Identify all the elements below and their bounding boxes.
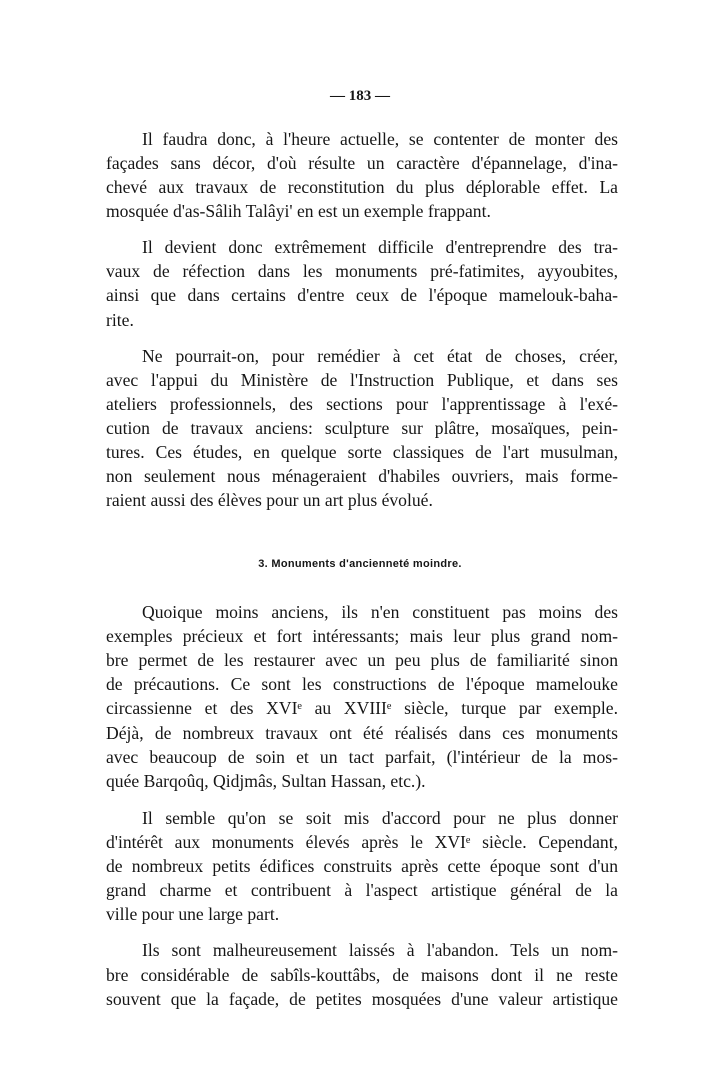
paragraph-2-line: ainsi que dans certains d'entre ceux de l'époque mamelouk-baha-	[106, 285, 618, 305]
paragraph-4-line: circassienne et des XVIᵉ au XVIIIᵉ siècle, turque par exemple.	[106, 698, 618, 718]
paragraph-5-line: de nombreux petits édifices construits après cette époque sont d'un	[106, 856, 618, 876]
paragraph-1-line: Il faudra donc, à l'heure actuelle, se contenter de monter des	[142, 129, 618, 149]
paragraph-1-line: mosquée d'as-Sâlih Talâyi' en est un exemple frappant.	[106, 201, 491, 221]
paragraph-2-line: Il devient donc extrêmement difficile d'entreprendre des tra-	[142, 237, 618, 257]
paragraph-5-line: ville pour une large part.	[106, 904, 280, 924]
paragraph-4-line: avec beaucoup de soin et un tact parfait, (l'intérieur de la mos-	[106, 747, 618, 767]
paragraph-5-line: Il semble qu'on se soit mis d'accord pour ne plus donner	[142, 808, 618, 828]
paragraph-3-line: tures. Ces études, en quelque sorte classiques de l'art musulman,	[106, 442, 618, 462]
paragraph-3-line: cution de travaux anciens: sculpture sur plâtre, mosaïques, pein-	[106, 418, 618, 438]
paragraph-3-line: Ne pourrait-on, pour remédier à cet état de choses, créer,	[142, 346, 618, 366]
page-number: — 183 —	[330, 88, 390, 104]
paragraph-3-line: raient aussi des élèves pour un art plus évolué.	[106, 490, 433, 510]
paragraph-4-line: Quoique moins anciens, ils n'en constituent pas moins des	[142, 602, 618, 622]
paragraph-3-line: ateliers professionnels, des sections pour l'apprentissage à l'exé-	[106, 394, 618, 414]
paragraph-4-line: quée Barqoûq, Qidjmâs, Sultan Hassan, etc.).	[106, 771, 426, 791]
paragraph-3-line: avec l'appui du Ministère de l'Instruction Publique, et dans ses	[106, 370, 618, 390]
paragraph-6-line: bre considérable de sabîls-kouttâbs, de maisons dont il ne reste	[106, 965, 618, 985]
paragraph-4-line: de précautions. Ce sont les constructions de l'époque mamelouke	[106, 674, 618, 694]
paragraph-1-line: chevé aux travaux de reconstitution du plus déplorable effet. La	[106, 177, 618, 197]
paragraph-5-line: grand charme et contribuent à l'aspect artistique général de la	[106, 880, 618, 900]
paragraph-6-line: Ils sont malheureusement laissés à l'abandon. Tels un nom-	[142, 940, 618, 960]
paragraph-4-line: Déjà, de nombreux travaux ont été réalisés dans ces monuments	[106, 723, 618, 743]
paragraph-2-line: vaux de réfection dans les monuments pré-fatimites, ayyoubites,	[106, 261, 618, 281]
paragraph-1-line: façades sans décor, d'où résulte un caractère d'épannelage, d'ina-	[106, 153, 618, 173]
paragraph-5-line: d'intérêt aux monuments élevés après le XVIᵉ siècle. Cependant,	[106, 832, 618, 852]
paragraph-6-line: souvent que la façade, de petites mosquées d'une valeur artistique	[106, 989, 618, 1009]
paragraph-3-line: non seulement nous ménageraient d'habiles ouvriers, mais forme-	[106, 466, 618, 486]
paragraph-4-line: bre permet de les restaurer avec un peu plus de familiarité sinon	[106, 650, 618, 670]
paragraph-4-line: exemples précieux et fort intéressants; mais leur plus grand nom-	[106, 626, 618, 646]
paragraph-2-line: rite.	[106, 310, 134, 330]
section-heading: 3. Monuments d'ancienneté moindre.	[258, 558, 462, 570]
